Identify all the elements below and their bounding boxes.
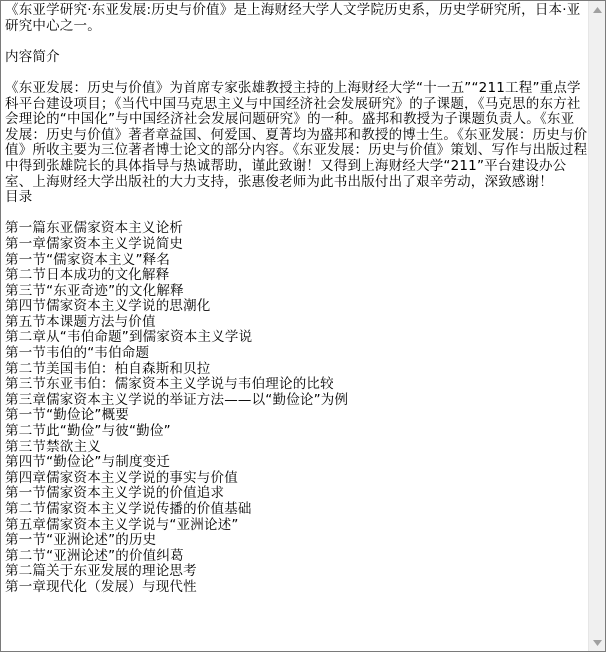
toc-item: 第一节儒家资本主义学说的价值追求 xyxy=(5,485,225,502)
toc-item: 第三节东亚韦伯：儒家资本主义学说与韦伯理论的比较 xyxy=(5,376,334,393)
toc-item: 第五章儒家资本主义学说与“亚洲论述” xyxy=(5,516,239,533)
vertical-scrollbar[interactable] xyxy=(588,1,605,651)
toc-item: 第二节“亚洲论述”的价值纠葛 xyxy=(5,547,184,564)
toc-item: 第二章从“韦伯命题”到儒家资本主义学说 xyxy=(5,329,253,346)
toc-item: 第一节“勤俭论”概要 xyxy=(5,407,129,424)
blank-line xyxy=(5,65,588,81)
table-of-contents xyxy=(5,221,588,595)
toc-item: 第四章儒家资本主义学说的事实与价值 xyxy=(5,469,238,486)
toc-item: 第一章现代化（发展）与现代性 xyxy=(5,578,197,595)
toc-item: 第二节日本成功的文化解释 xyxy=(5,267,170,284)
toc-item: 第三节禁欲主义 xyxy=(5,438,101,455)
section-heading: 内容简介 xyxy=(5,48,60,65)
document-content xyxy=(1,1,588,651)
toc-item: 第三节“东亚奇迹”的文化解释 xyxy=(5,282,184,299)
toc-item: 第三章儒家资本主义学说的举证方法——以“勤俭论”为例 xyxy=(5,391,349,408)
arrow-down-icon xyxy=(593,640,602,646)
scroll-up-button[interactable] xyxy=(589,1,605,18)
scroll-thumb[interactable] xyxy=(591,19,603,631)
summary-paragraph: 《东亚发展：历史与价值》为首席专家张雄教授主持的上海财经大学“十一五”“211工程”重点学科平台建设项目；《当代中国马克思主义与中国经济社会发展研究》的子课题，《马克思的东方社会理论的“中国化”与中国经济社会发展问题研究》的一种。盛邦和教授为子课题负责人。《东亚发展：历史与价值》著者章益国、何爱国、夏菁均为盛邦和教授的博士生。《东亚发展：历史与价值》所收主要为三位著者博士论文的部分内容。《东亚发展：历史与价值》策划、写作与出版过程中得到张雄院长的具体指导与热诚帮助，谨此致谢！又得到上海财经大学“211”平台建设办公室、上海财经大学出版社的大力支持，张惠俊老师为此书出版付出了艰辛劳动，深致感谢！ xyxy=(5,79,588,190)
toc-item: 第五节本课题方法与价值 xyxy=(5,313,156,330)
toc-item: 第一节韦伯的“韦伯命题 xyxy=(5,345,150,362)
intro-paragraph: 《东亚学研究·东亚发展:历史与价值》是上海财经大学人文学院历史系，历史学研究所，日本·亚研究中心之一。 xyxy=(5,2,581,34)
toc-item: 第一节“儒家资本主义”释名 xyxy=(5,251,171,268)
toc-item: 第四节儒家资本主义学说的思潮化 xyxy=(5,298,211,315)
blank-line xyxy=(5,34,588,50)
toc-item: 第二节此“勤俭”与彼“勤俭” xyxy=(5,423,171,440)
toc-item: 第二节美国韦伯：柏自森斯和贝拉 xyxy=(5,360,211,377)
toc-item: 第四节“勤俭论”与制度变迁 xyxy=(5,454,171,471)
toc-item: 第二篇关于东亚发展的理论思考 xyxy=(5,563,197,580)
toc-item: 第二节儒家资本主义学说传播的价值基础 xyxy=(5,501,252,517)
toc-heading: 目录 xyxy=(5,189,33,206)
toc-item: 第一篇东亚儒家资本主义论析 xyxy=(5,220,184,237)
arrow-up-icon xyxy=(593,7,602,13)
toc-item: 第一节“亚洲论述”的历史 xyxy=(5,532,157,549)
scroll-down-button[interactable] xyxy=(589,634,605,651)
toc-item: 第一章儒家资本主义学说简史 xyxy=(5,235,184,252)
blank-line xyxy=(5,206,588,222)
